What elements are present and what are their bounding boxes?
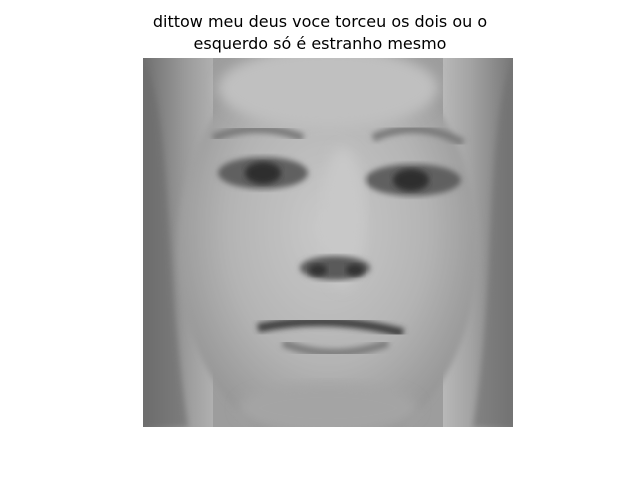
figure-title: [0, 11, 640, 55]
face-image: [143, 58, 513, 427]
title-line-2: esquerdo só é estranho mesmo: [193, 34, 447, 53]
title-line-1: dittow meu deus voce torceu os dois ou o: [152, 12, 488, 31]
